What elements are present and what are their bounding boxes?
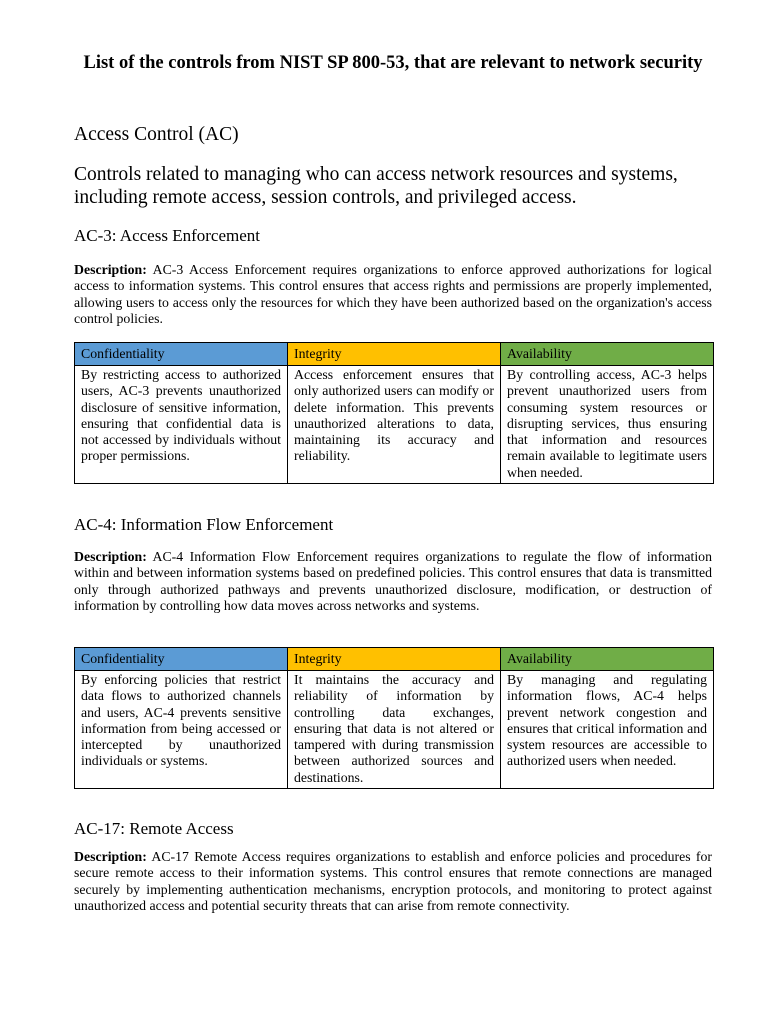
description-text: AC-4 Information Flow Enforcement requires organizations to regulate the flow of information within and between information systems based on predefined policies. This control ensures that data is transmitted only through authorized pathways and prevents unauthorized disclosure, modification, or destruction of information by controlling how data moves across networks and systems. (74, 549, 712, 613)
control-description-ac4 (74, 549, 712, 614)
cell-confidentiality: By enforcing policies that restrict data flows to authorized channels and users, AC-4 prevents sensitive information from being accessed or intercepted by unauthorized individuals or systems. (75, 671, 288, 789)
description-text: AC-3 Access Enforcement requires organizations to enforce approved authorizations for logical access to information systems. This control ensures that access rights and permissions are properly implemented, allowing users to access only the resources for which they have been authorized based on the organization's access control policies. (74, 262, 712, 326)
control-heading-ac17: AC-17: Remote Access (74, 819, 234, 838)
header-integrity: Integrity (288, 343, 501, 366)
section-heading: Access Control (AC) (74, 124, 239, 145)
cia-table-ac3 (74, 342, 714, 484)
cell-integrity: Access enforcement ensures that only authorized users can modify or delete information. This prevents unauthorized alterations to data, maintaining its accuracy and reliability. (288, 366, 501, 484)
cell-availability: By managing and regulating information flows, AC-4 helps prevent network congestion and ensures that critical information and system resources are accessible to authorized users when needed. (501, 671, 714, 789)
section-intro: Controls related to managing who can access network resources and systems, including remote access, session controls, and privileged access. (74, 164, 678, 208)
cell-integrity: It maintains the accuracy and reliability of information by controlling data exchanges, ensuring that data is not altered or tampered with during transmission between authorized sources and destinations. (288, 671, 501, 789)
description-label: Description: (74, 849, 147, 864)
description-label: Description: (74, 262, 147, 277)
header-availability: Availability (501, 648, 714, 671)
header-confidentiality: Confidentiality (75, 648, 288, 671)
header-confidentiality: Confidentiality (75, 343, 288, 366)
control-description-ac17 (74, 849, 712, 914)
control-description-ac3 (74, 262, 712, 327)
document-title: List of the controls from NIST SP 800-53, that are relevant to network security (83, 53, 703, 73)
control-heading-ac3: AC-3: Access Enforcement (74, 226, 260, 245)
header-availability: Availability (501, 343, 714, 366)
control-heading-ac4: AC-4: Information Flow Enforcement (74, 515, 334, 534)
description-text: AC-17 Remote Access requires organizations to establish and enforce policies and procedures for secure remote access to their information systems. This control ensures that remote connections are managed securely by implementing authentication mechanisms, encryption protocols, and monitoring to protect against unauthorized access and potential security threats that can arise from remote connectivity. (74, 849, 712, 913)
cia-table-ac4 (74, 647, 714, 789)
header-integrity: Integrity (288, 648, 501, 671)
description-label: Description: (74, 549, 147, 564)
cell-availability: By controlling access, AC-3 helps prevent unauthorized users from consuming system resources or disrupting services, thus ensuring that information and resources remain available to legitimate users when needed. (501, 366, 714, 484)
cell-confidentiality: By restricting access to authorized users, AC-3 prevents unauthorized disclosure of sensitive information, ensuring that confidential data is not accessed by individuals without proper permissions. (75, 366, 288, 484)
